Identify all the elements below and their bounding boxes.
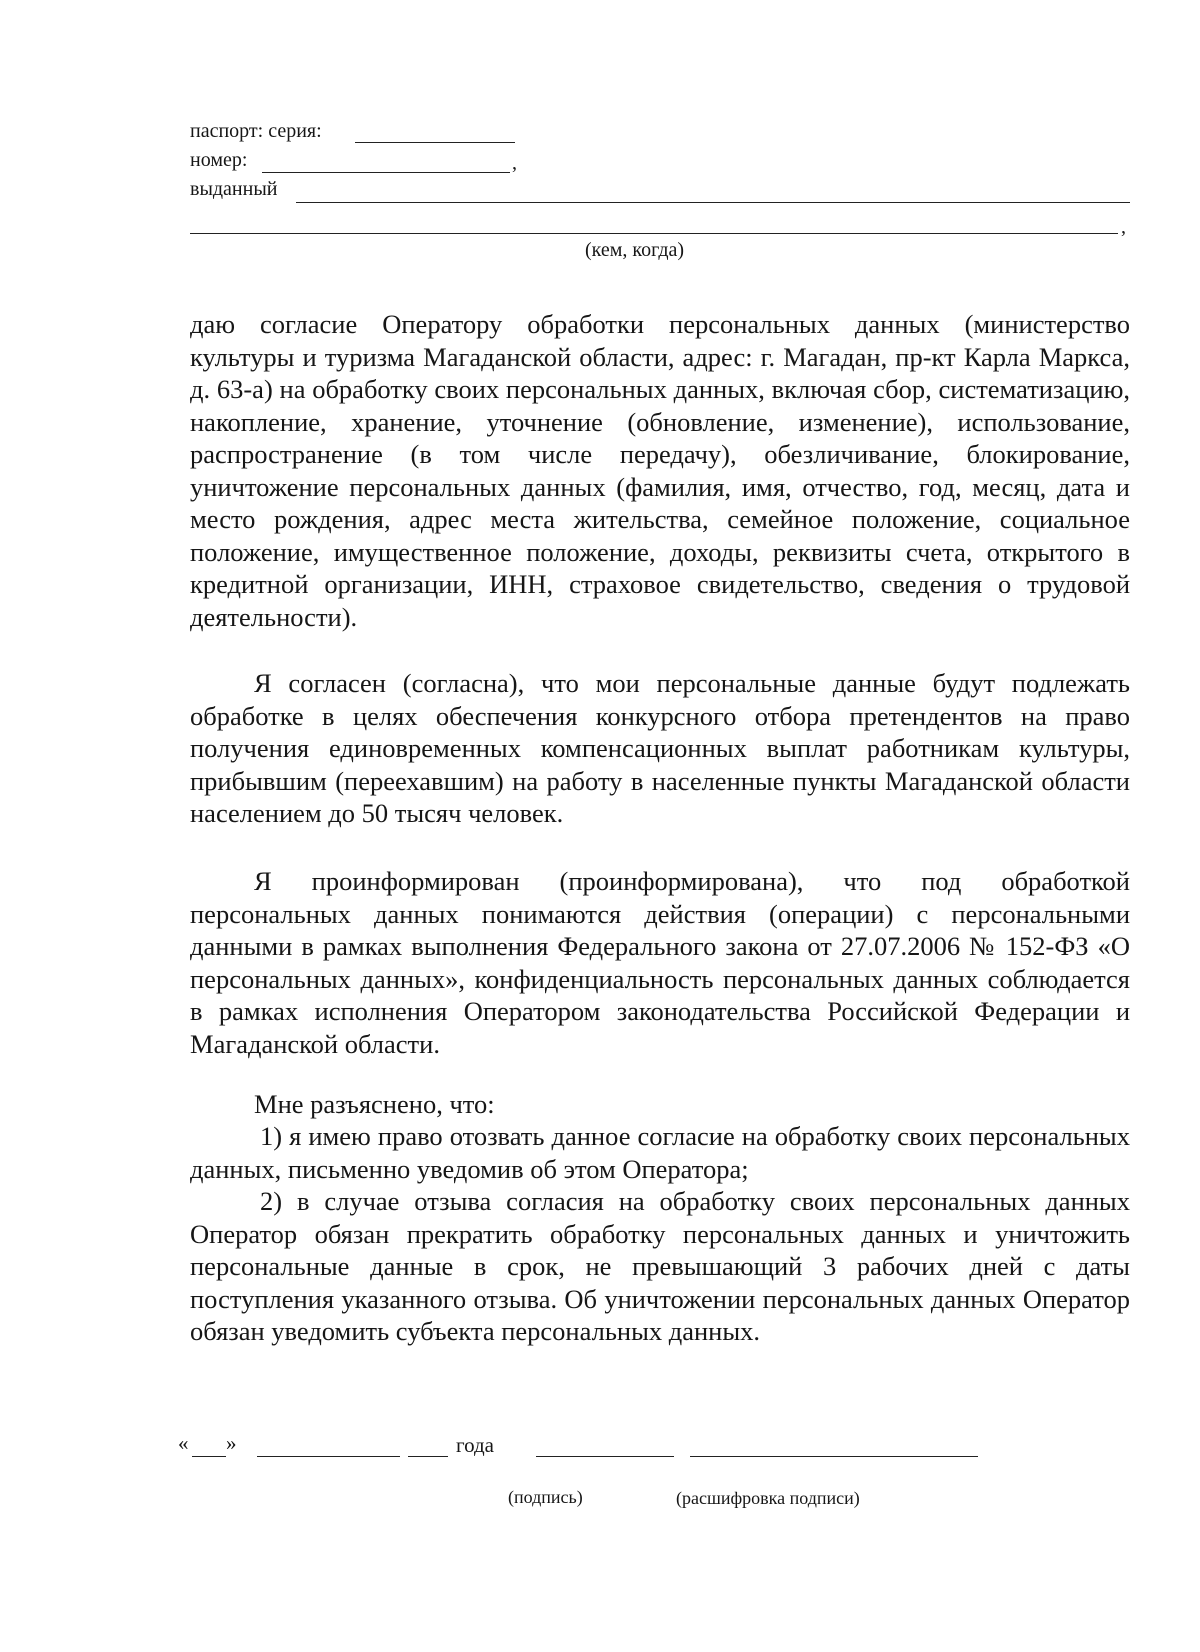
passport-number-field[interactable] <box>262 172 510 173</box>
explained-item-1: 1) я имею право отозвать данное согласие на обработку своих персональных данных, письменно уведомив об этом Оператора; <box>190 1121 1130 1184</box>
year-label: года <box>456 1433 494 1457</box>
purpose-paragraph: Я согласен (согласна), что мои персональные данные будут подлежать обработке в целях обеспечения конкурсного отбора претендентов на право получения единовременных компенсационных выплат работникам культуры, прибывшим (переехавшим) на работу в населенные пункты Магаданской области населением до 50 тысяч человек. <box>190 668 1130 828</box>
passport-series-label: паспорт: серия: <box>190 120 322 142</box>
date-day-field[interactable] <box>192 1456 226 1457</box>
date-quote-close: » <box>226 1431 237 1455</box>
explained-intro: Мне разъяснено, что: <box>254 1089 495 1119</box>
passport-issued-field-line2[interactable] <box>190 233 1118 234</box>
date-year-field[interactable] <box>408 1456 448 1457</box>
explained-item-2: 2) в случае отзыва согласия на обработку своих персональных данных Оператор обязан прекратить обработку персональных данных и уничтожить персональные данные в срок, не превышающий 3 рабочих дней с даты поступления указанного отзыва. Об уничтожении персональных данных Оператор обязан уведомить субъекта персональных данных. <box>190 1186 1130 1346</box>
passport-line-comma: , <box>1121 216 1126 238</box>
passport-issued-field[interactable] <box>296 202 1130 203</box>
signature-hint: (подпись) <box>508 1487 583 1507</box>
consent-paragraph: даю согласие Оператору обработки персональных данных (министерство культуры и туризма Магаданской области, адрес: г. Магадан, пр-кт Карла Маркса, д. 63-а) на обработку своих персональных данных, включая сбор, систематизацию, накопление, хранение, уточнение (обновление, изменение), использование, распространение (в том числе передачу), обезличивание, блокирование, уничтожение персональных данных (фамилия, имя, отчество, год, месяц, дата и место рождения, адрес места жительства, семейное положение, социальное положение, имущественное положение, доходы, реквизиты счета, открытого в кредитной организации, ИНН, страховое свидетельство, сведения о трудовой деятельности). <box>190 309 1130 632</box>
signature-decoding-field[interactable] <box>690 1456 978 1457</box>
passport-series-field[interactable] <box>355 142 515 143</box>
passport-number-comma: , <box>512 152 517 174</box>
date-month-field[interactable] <box>257 1456 400 1457</box>
passport-number-label: номер: <box>190 149 248 171</box>
date-quote-open: « <box>178 1431 189 1455</box>
signature-field[interactable] <box>536 1456 674 1457</box>
informed-paragraph: Я проинформирован (проинформирована), что под обработкой персональных данных понимаются действия (операции) с персональными данными в рамках выполнения Федерального закона от 27.07.2006 № 152-ФЗ «О персональных данных», конфиденциальность персональных данных соблюдается в рамках исполнения Оператором законодательства Российской Федерации и Магаданской области. <box>190 866 1130 1059</box>
decoding-hint: (расшифровка подписи) <box>676 1488 860 1508</box>
issued-by-when-hint: (кем, когда) <box>585 239 685 261</box>
passport-issued-label: выданный <box>190 178 278 200</box>
